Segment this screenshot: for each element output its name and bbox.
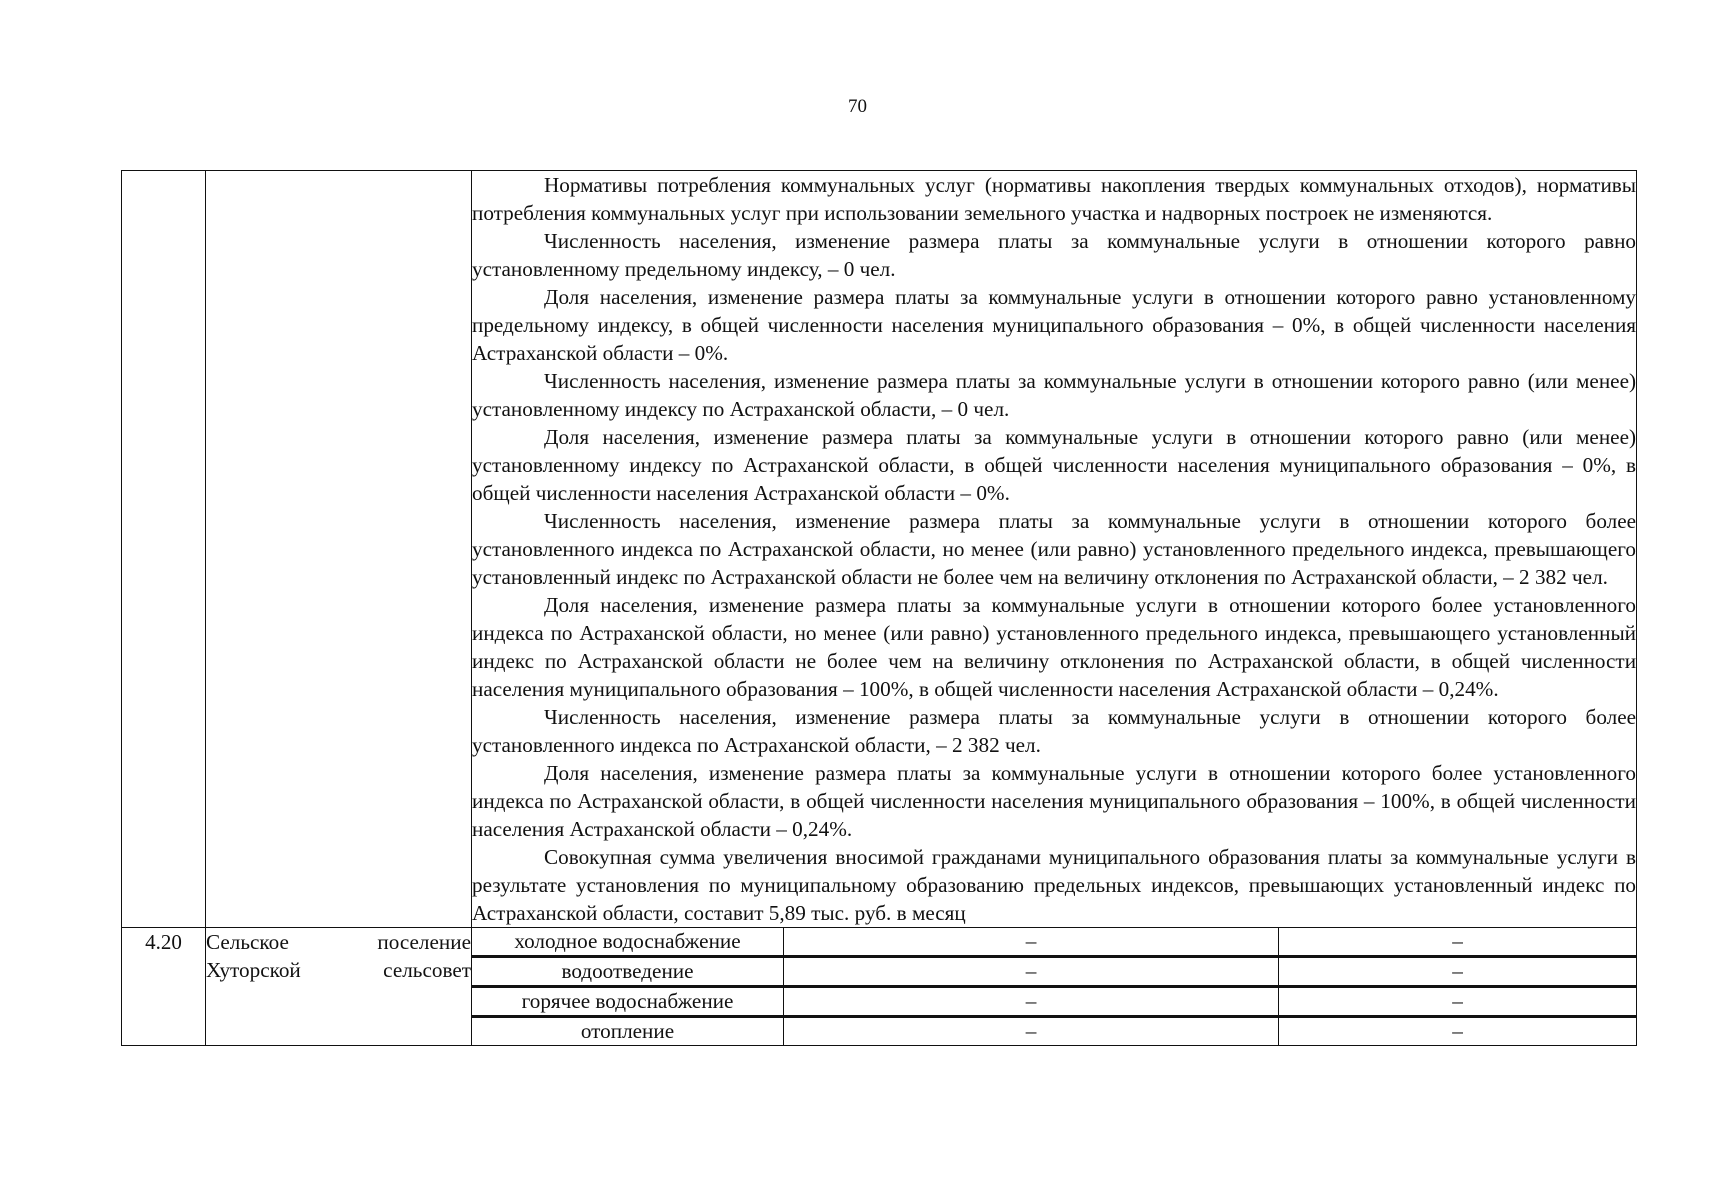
service-name: горячее водоснабжение [472, 987, 784, 1017]
paragraph: Доля населения, изменение размера платы за коммунальные услуги в отношении которого более установленного индекса по Астраханской области, в общей численности населения муниципального образования – 100%, в общей численности населения Астраханской области – 0,24%. [472, 761, 1637, 841]
settlement-word: сельсовет [383, 958, 471, 982]
settlement-name-cell [206, 928, 472, 1046]
settlement-word: поселение [377, 930, 471, 954]
tariff-table [121, 170, 1637, 1046]
value-cell: – [784, 957, 1279, 987]
continuation-number-cell [122, 171, 206, 928]
paragraph: Нормативы потребления коммунальных услуг (нормативы накопления твердых коммунальных отходов), нормативы потребления коммунальных услуг при использовании земельного участка и надворных построек не изменяются. [472, 173, 1637, 225]
paragraph: Численность населения, изменение размера платы за коммунальные услуги в отношении которого равно (или менее) установленному индексу по Астраханской области, – 0 чел. [472, 369, 1637, 421]
paragraph: Численность населения, изменение размера платы за коммунальные услуги в отношении которого равно установленному предельному индексу, – 0 чел. [472, 229, 1637, 281]
paragraph: Доля населения, изменение размера платы за коммунальные услуги в отношении которого более установленного индекса по Астраханской области, но менее (или равно) установленного предельного индекса, превышающего установленный индекс по Астраханской области не более чем на величину отклонения по Астраханской области, в общей численности населения муниципального образования – 100%, в общей численности населения Астраханской области – 0,24%. [472, 593, 1637, 701]
value-cell: – [1279, 957, 1637, 987]
entry-number: 4.20 [122, 928, 206, 1046]
paragraph: Доля населения, изменение размера платы за коммунальные услуги в отношении которого равно установленному предельному индексу, в общей численности населения муниципального образования – 0%, в общей численности населения Астраханской области – 0%. [472, 285, 1637, 365]
value-cell: – [784, 987, 1279, 1017]
value-cell: – [1279, 1017, 1637, 1046]
continuation-settlement-cell [206, 171, 472, 928]
value-cell: – [1279, 987, 1637, 1017]
settlement-word: Сельское [206, 930, 289, 954]
service-name: водоотведение [472, 957, 784, 987]
continuation-text-cell [472, 171, 1637, 928]
continuation-row [122, 171, 1637, 928]
value-cell: – [784, 1017, 1279, 1046]
paragraph: Численность населения, изменение размера платы за коммунальные услуги в отношении которого более установленного индекса по Астраханской области, но менее (или равно) установленного предельного индекса, превышающего установленный индекс по Астраханской области не более чем на величину отклонения по Астраханской области, – 2 382 чел. [472, 509, 1637, 589]
paragraph: Численность населения, изменение размера платы за коммунальные услуги в отношении которого более установленного индекса по Астраханской области, – 2 382 чел. [472, 705, 1637, 757]
settlement-word: Хуторской [206, 958, 301, 982]
service-name: холодное водоснабжение [472, 928, 784, 957]
settlement-name-line [206, 928, 471, 956]
paragraph: Совокупная сумма увеличения вносимой гражданами муниципального образования платы за коммунальные услуги в результате установления по муниципальному образованию предельных индексов, превышающих установленный индекс по Астраханской области, составит 5,89 тыс. руб. в месяц [472, 845, 1637, 925]
service-name: отопление [472, 1017, 784, 1046]
value-cell: – [784, 928, 1279, 957]
settlement-name-line [206, 956, 471, 984]
paragraph: Доля населения, изменение размера платы за коммунальные услуги в отношении которого равно (или менее) установленному индексу по Астраханской области, в общей численности населения муниципального образования – 0%, в общей численности населения Астраханской области – 0%. [472, 425, 1637, 505]
value-cell: – [1279, 928, 1637, 957]
page-number: 70 [848, 96, 867, 117]
service-row [122, 928, 1637, 957]
